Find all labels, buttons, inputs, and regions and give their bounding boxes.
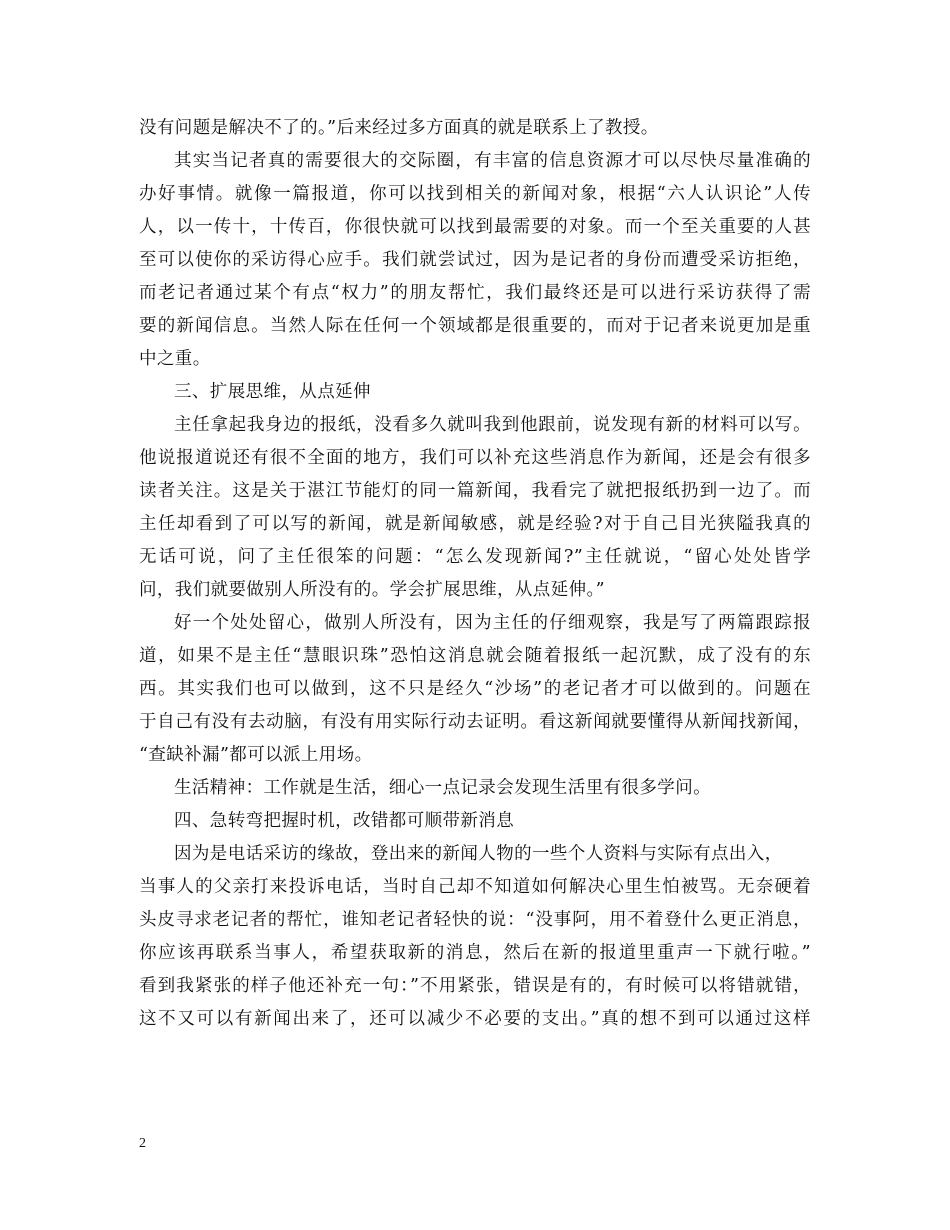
text-line: 其实当记者真的需要很大的交际圈，有丰富的信息资源才可以尽快尽量准确的 bbox=[174, 151, 811, 171]
text-line: 好一个处处留心，做别人所没有，因为主任的仔细观察，我是写了两篇跟踪报 bbox=[174, 613, 811, 633]
text-line: 西。其实我们也可以做到，这不只是经久“沙场”的老记者才可以做到的。问题在 bbox=[139, 679, 811, 699]
text-line: 头皮寻求老记者的帮忙，谁知老记者轻快的说：“没事阿，用不着登什么更正消息， bbox=[139, 910, 811, 930]
text-line: 读者关注。这是关于湛江节能灯的同一篇新闻，我看完了就把报纸扔到一边了。而 bbox=[139, 481, 811, 501]
text-line: 你应该再联系当事人，希望获取新的消息，然后在新的报道里重声一下就行啦。” bbox=[139, 943, 811, 963]
text-line: 要的新闻信息。当然人际在任何一个领域都是很重要的，而对于记者来说更加是重 bbox=[139, 316, 811, 336]
text-line: 生活精神：工作就是生活，细心一点记录会发现生活里有很多学问。 bbox=[174, 778, 711, 798]
document-body bbox=[139, 112, 811, 1036]
text-line: 于自己有没有去动脑，有没有用实际行动去证明。看这新闻就要懂得从新闻找新闻， bbox=[139, 712, 811, 732]
text-line: 道，如果不是主任“慧眼识珠”恐怕这消息就会随着报纸一起沉默，成了没有的东 bbox=[139, 646, 811, 666]
text-line: 三、扩展思维，从点延伸 bbox=[174, 382, 371, 402]
text-line: 因为是电话采访的缘故，登出来的新闻人物的一些个人资料与实际有点出入， bbox=[174, 844, 783, 864]
text-line: 问，我们就要做别人所没有的。学会扩展思维，从点延伸。” bbox=[139, 580, 605, 600]
text-line: 无话可说，问了主任很笨的问题：“怎么发现新闻?”主任就说，“留心处处皆学 bbox=[139, 547, 811, 567]
text-line: “查缺补漏”都可以派上用场。 bbox=[139, 745, 373, 765]
text-line: 办好事情。就像一篇报道，你可以找到相关的新闻对象，根据“六人认识论”人传 bbox=[139, 184, 811, 204]
text-line: 主任拿起我身边的报纸，没看多久就叫我到他跟前，说发现有新的材料可以写。 bbox=[174, 415, 811, 435]
text-line: 中之重。 bbox=[139, 349, 211, 369]
text-line: 他说报道说还有很不全面的地方，我们可以补充这些消息作为新闻，还是会有很多 bbox=[139, 448, 811, 468]
text-line: 这不又可以有新闻出来了，还可以减少不必要的支出。”真的想不到可以通过这样 bbox=[139, 1009, 811, 1029]
text-line: 四、急转弯把握时机，改错都可顺带新消息 bbox=[174, 811, 515, 831]
text-line: 当事人的父亲打来投诉电话，当时自己却不知道如何解决心里生怕被骂。无奈硬着 bbox=[139, 877, 811, 897]
text-line: 至可以使你的采访得心应手。我们就尝试过，因为是记者的身份而遭受采访拒绝， bbox=[139, 250, 811, 270]
text-line: 没有问题是解决不了的。”后来经过多方面真的就是联系上了教授。 bbox=[139, 118, 659, 138]
text-line: 人，以一传十，十传百，你很快就可以找到最需要的对象。而一个至关重要的人甚 bbox=[139, 217, 811, 237]
text-line: 看到我紧张的样子他还补充一句：”不用紧张，错误是有的，有时候可以将错就错， bbox=[139, 976, 811, 996]
text-line: 主任却看到了可以写的新闻，就是新闻敏感，就是经验?对于自己目光狭隘我真的 bbox=[139, 514, 811, 534]
text-line: 而老记者通过某个有点“权力”的朋友帮忙，我们最终还是可以进行采访获得了需 bbox=[139, 283, 811, 303]
page-number: 2 bbox=[139, 1136, 146, 1151]
